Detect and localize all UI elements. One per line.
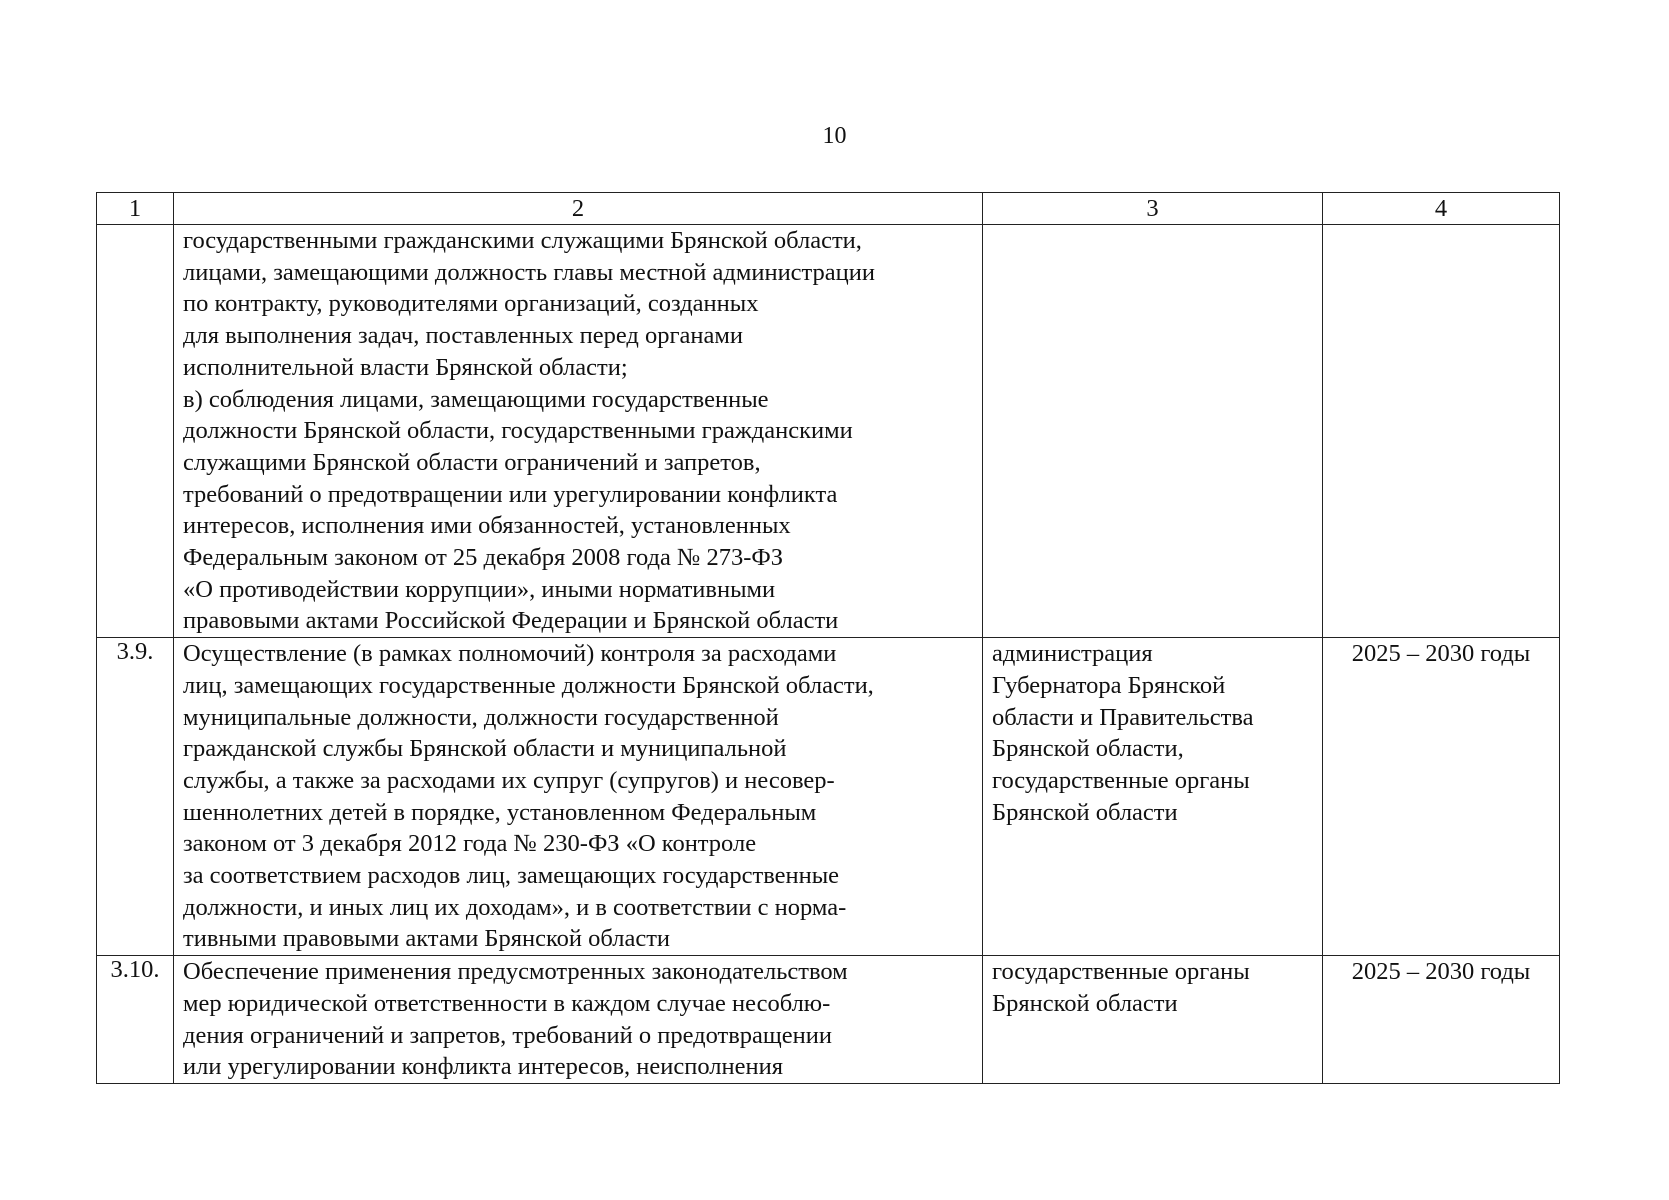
description-line: муниципальные должности, должности государственной (183, 703, 779, 731)
header-col-4: 4 (1323, 193, 1560, 225)
table-row (97, 225, 1560, 638)
page-number: 10 (822, 123, 847, 149)
description-line: по контракту, руководителями организаций, созданных (183, 290, 759, 318)
row-term (1323, 956, 1560, 1084)
row-executor (983, 638, 1323, 956)
executor-line: Брянской области, (992, 735, 1184, 763)
description-line: службы, а также за расходами их супруг (супругов) и несовер- (183, 766, 835, 794)
description-line: служащими Брянской области ограничений и запретов, (183, 448, 761, 476)
table-header-row (97, 193, 1560, 225)
row-executor (983, 956, 1323, 1084)
description-line: интересов, исполнения ими обязанностей, установленных (183, 512, 791, 540)
row-executor (983, 225, 1323, 638)
description-line: гражданской службы Брянской области и муниципальной (183, 735, 787, 763)
executor-line: государственные органы (992, 766, 1250, 794)
table-row (97, 956, 1560, 1084)
description-line: Федеральным законом от 25 декабря 2008 года № 273-ФЗ (183, 544, 784, 572)
measures-table (96, 192, 1560, 1084)
description-line: для выполнения задач, поставленных перед органами (183, 322, 743, 350)
description-line: государственными гражданскими служащими Брянской области, (183, 227, 862, 254)
row-description (174, 225, 983, 638)
description-line: должности, и иных лиц их доходам», и в соответствии с норма- (183, 893, 847, 921)
description-line: в) соблюдения лицами, замещающими государственные (183, 385, 769, 413)
description-line: законом от 3 декабря 2012 года № 230-ФЗ «О контроле (183, 830, 757, 858)
header-col-2: 2 (174, 193, 983, 225)
description-line: или урегулировании конфликта интересов, неисполнения (183, 1053, 783, 1081)
term-text: 2025 – 2030 годы (1351, 640, 1531, 668)
description-line: мер юридической ответственности в каждом случае несоблю- (183, 989, 831, 1017)
description-line: требований о предотвращении или урегулировании конфликта (183, 480, 838, 508)
description-line: Обеспечение применения предусмотренных законодательством (183, 958, 848, 986)
row-term (1323, 638, 1560, 956)
executor-line: Брянской области (992, 989, 1178, 1017)
executor-line: Брянской области (992, 798, 1178, 826)
description-line: исполнительной власти Брянской области; (183, 353, 628, 381)
executor-line: Губернатора Брянской (992, 671, 1226, 699)
description-line: дения ограничений и запретов, требований о предотвращении (183, 1021, 832, 1049)
description-line: правовыми актами Российской Федерации и Брянской области (183, 607, 839, 635)
row-number: 3.10. (97, 956, 174, 1084)
description-line: шеннолетних детей в порядке, установленном Федеральным (183, 798, 817, 826)
header-col-1: 1 (97, 193, 174, 225)
description-line: «О противодействии коррупции», иными нормативными (183, 575, 776, 603)
header-col-3: 3 (983, 193, 1323, 225)
row-term (1323, 225, 1560, 638)
description-line: тивными правовыми актами Брянской области (183, 925, 671, 953)
row-number (97, 225, 174, 638)
description-line: лицами, замещающими должность главы местной администрации (183, 258, 876, 286)
row-description (174, 638, 983, 956)
description-line: за соответствием расходов лиц, замещающих государственные (183, 862, 840, 890)
executor-line: области и Правительства (992, 703, 1254, 731)
executor-line: государственные органы (992, 958, 1250, 986)
description-line: Осуществление (в рамках полномочий) контроля за расходами (183, 640, 837, 668)
description-line: лиц, замещающих государственные должности Брянской области, (183, 671, 874, 699)
row-number: 3.9. (97, 638, 174, 956)
executor-line: администрация (992, 640, 1153, 668)
term-text: 2025 – 2030 годы (1351, 958, 1531, 986)
table-row (97, 638, 1560, 956)
description-line: должности Брянской области, государственными гражданскими (183, 417, 853, 445)
row-description (174, 956, 983, 1084)
